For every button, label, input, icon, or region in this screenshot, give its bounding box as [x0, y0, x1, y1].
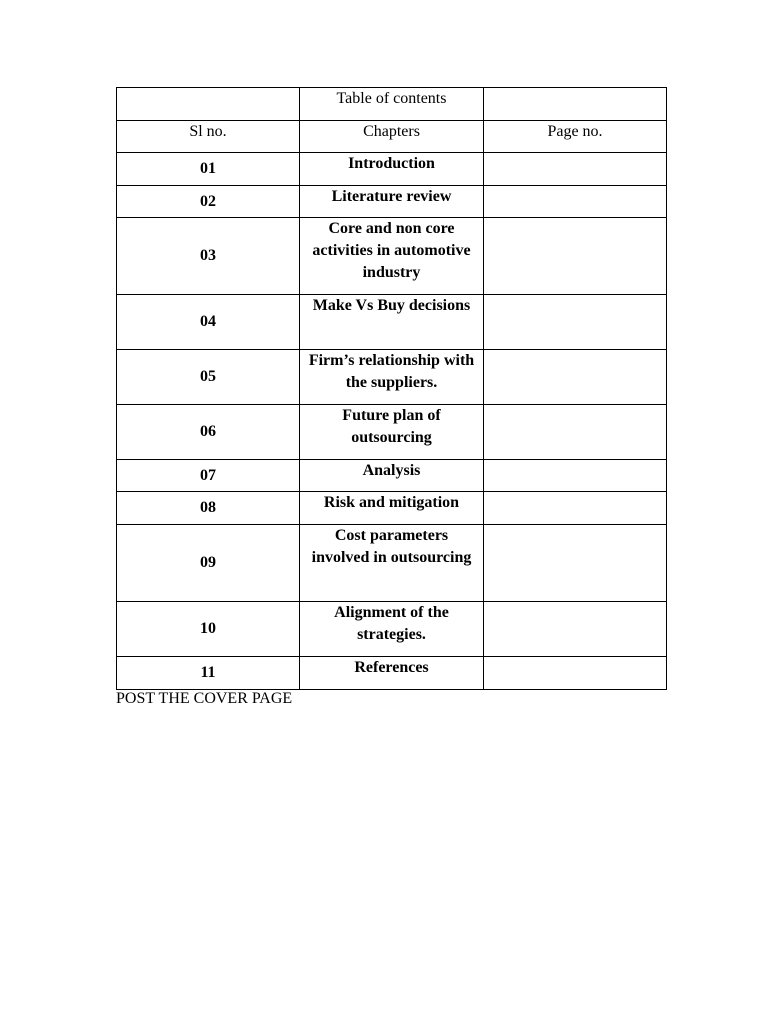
- table-row: [117, 350, 667, 405]
- table-row: [117, 153, 667, 186]
- page-number: [484, 350, 667, 405]
- sl-number: 11: [117, 657, 300, 690]
- page-number: [484, 405, 667, 460]
- header-chapters: Chapters: [300, 121, 484, 153]
- sl-number: 04: [117, 295, 300, 350]
- chapter-title: Literature review: [300, 186, 484, 218]
- chapter-title: Core and non core activities in automotive industry: [300, 218, 484, 295]
- chapter-title: Future plan of outsourcing: [300, 405, 484, 460]
- table-row: [117, 525, 667, 602]
- table-row: [117, 295, 667, 350]
- toc-title-row: [117, 88, 667, 121]
- table-row: [117, 218, 667, 295]
- page-number: [484, 602, 667, 657]
- sl-number: 07: [117, 460, 300, 492]
- page-number: [484, 492, 667, 525]
- cover-page-note: POST THE COVER PAGE: [116, 690, 293, 707]
- table-of-contents: [116, 87, 667, 690]
- page-number: [484, 460, 667, 492]
- sl-number: 01: [117, 153, 300, 186]
- sl-number: 03: [117, 218, 300, 295]
- sl-number: 08: [117, 492, 300, 525]
- sl-number: 09: [117, 525, 300, 602]
- empty-cell: [484, 88, 667, 121]
- table-row: [117, 405, 667, 460]
- header-sl-no: Sl no.: [117, 121, 300, 153]
- page-number: [484, 295, 667, 350]
- toc-header-row: [117, 121, 667, 153]
- empty-cell: [117, 88, 300, 121]
- table-row: [117, 492, 667, 525]
- chapter-title: Introduction: [300, 153, 484, 186]
- page-number: [484, 525, 667, 602]
- chapter-title: References: [300, 657, 484, 690]
- toc-title: Table of contents: [300, 88, 484, 121]
- chapter-title: Firm’s relationship with the suppliers.: [300, 350, 484, 405]
- page-number: [484, 218, 667, 295]
- page-number: [484, 186, 667, 218]
- chapter-title: Risk and mitigation: [300, 492, 484, 525]
- page-number: [484, 657, 667, 690]
- chapter-title: Make Vs Buy decisions: [300, 295, 484, 350]
- sl-number: 06: [117, 405, 300, 460]
- chapter-title: Analysis: [300, 460, 484, 492]
- page-number: [484, 153, 667, 186]
- sl-number: 10: [117, 602, 300, 657]
- chapter-title: Alignment of the strategies.: [300, 602, 484, 657]
- sl-number: 05: [117, 350, 300, 405]
- table-row: [117, 657, 667, 690]
- header-page-no: Page no.: [484, 121, 667, 153]
- table-row: [117, 602, 667, 657]
- chapter-title: Cost parameters involved in outsourcing: [300, 525, 484, 602]
- sl-number: 02: [117, 186, 300, 218]
- table-row: [117, 460, 667, 492]
- table-row: [117, 186, 667, 218]
